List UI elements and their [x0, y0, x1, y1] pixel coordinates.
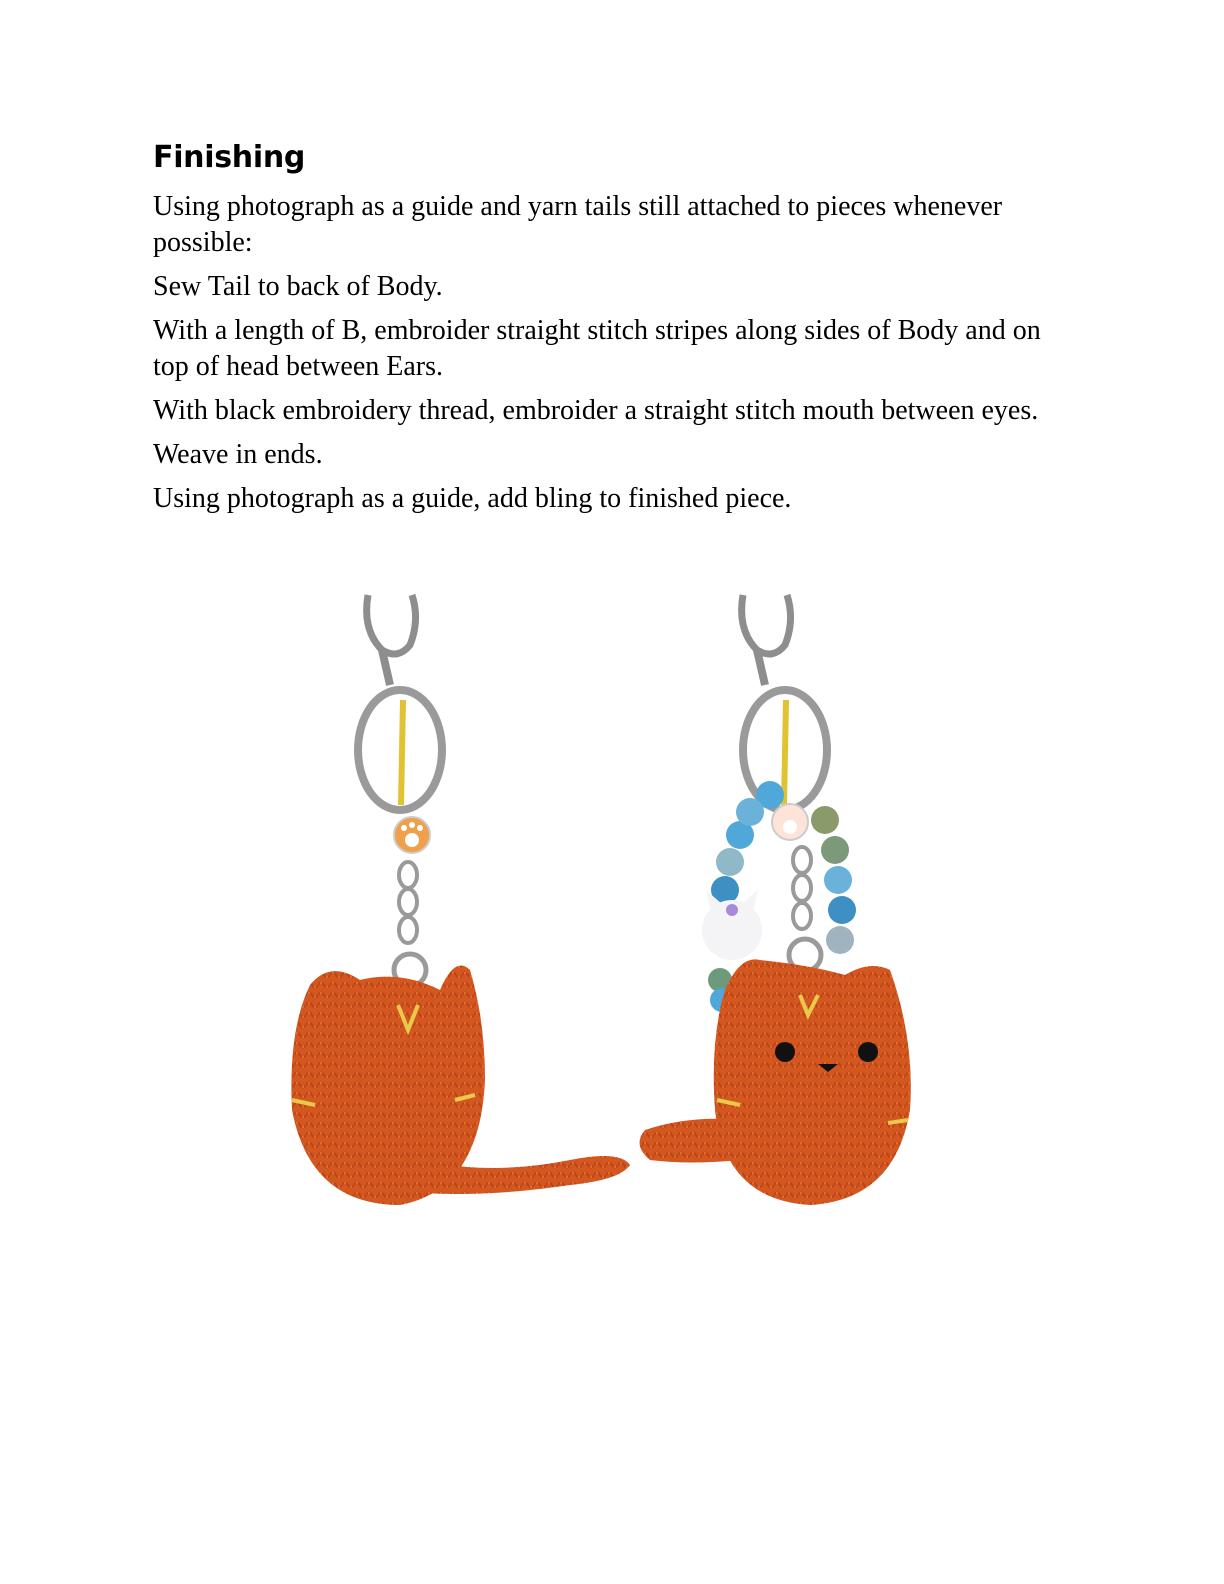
finishing-section: [153, 140, 1073, 525]
right-cat-body: [714, 959, 911, 1205]
instruction-paragraph: Using photograph as a guide and yarn tails still attached to pieces whenever possible:: [153, 191, 1003, 258]
right-eye: [858, 1042, 878, 1062]
lobster-clasp: [742, 595, 791, 654]
section-heading: Finishing: [153, 140, 306, 175]
left-keychain: [291, 595, 630, 1205]
right-keychain: [640, 595, 911, 1205]
instruction-paragraph: Weave in ends.: [153, 439, 323, 470]
instruction-paragraph: Using photograph as a guide, add bling to finished piece.: [153, 483, 792, 514]
left-eye: [775, 1042, 795, 1062]
keychain-cats-photo: [270, 590, 950, 1220]
lobster-clasp: [367, 595, 416, 654]
instruction-paragraph: With black embroidery thread, embroider a straight stitch mouth between eyes.: [153, 395, 1039, 426]
instruction-paragraph: With a length of B, embroider straight stitch stripes along sides of Body and on top of head between Ears.: [153, 315, 1041, 382]
instruction-paragraph: Sew Tail to back of Body.: [153, 271, 443, 302]
